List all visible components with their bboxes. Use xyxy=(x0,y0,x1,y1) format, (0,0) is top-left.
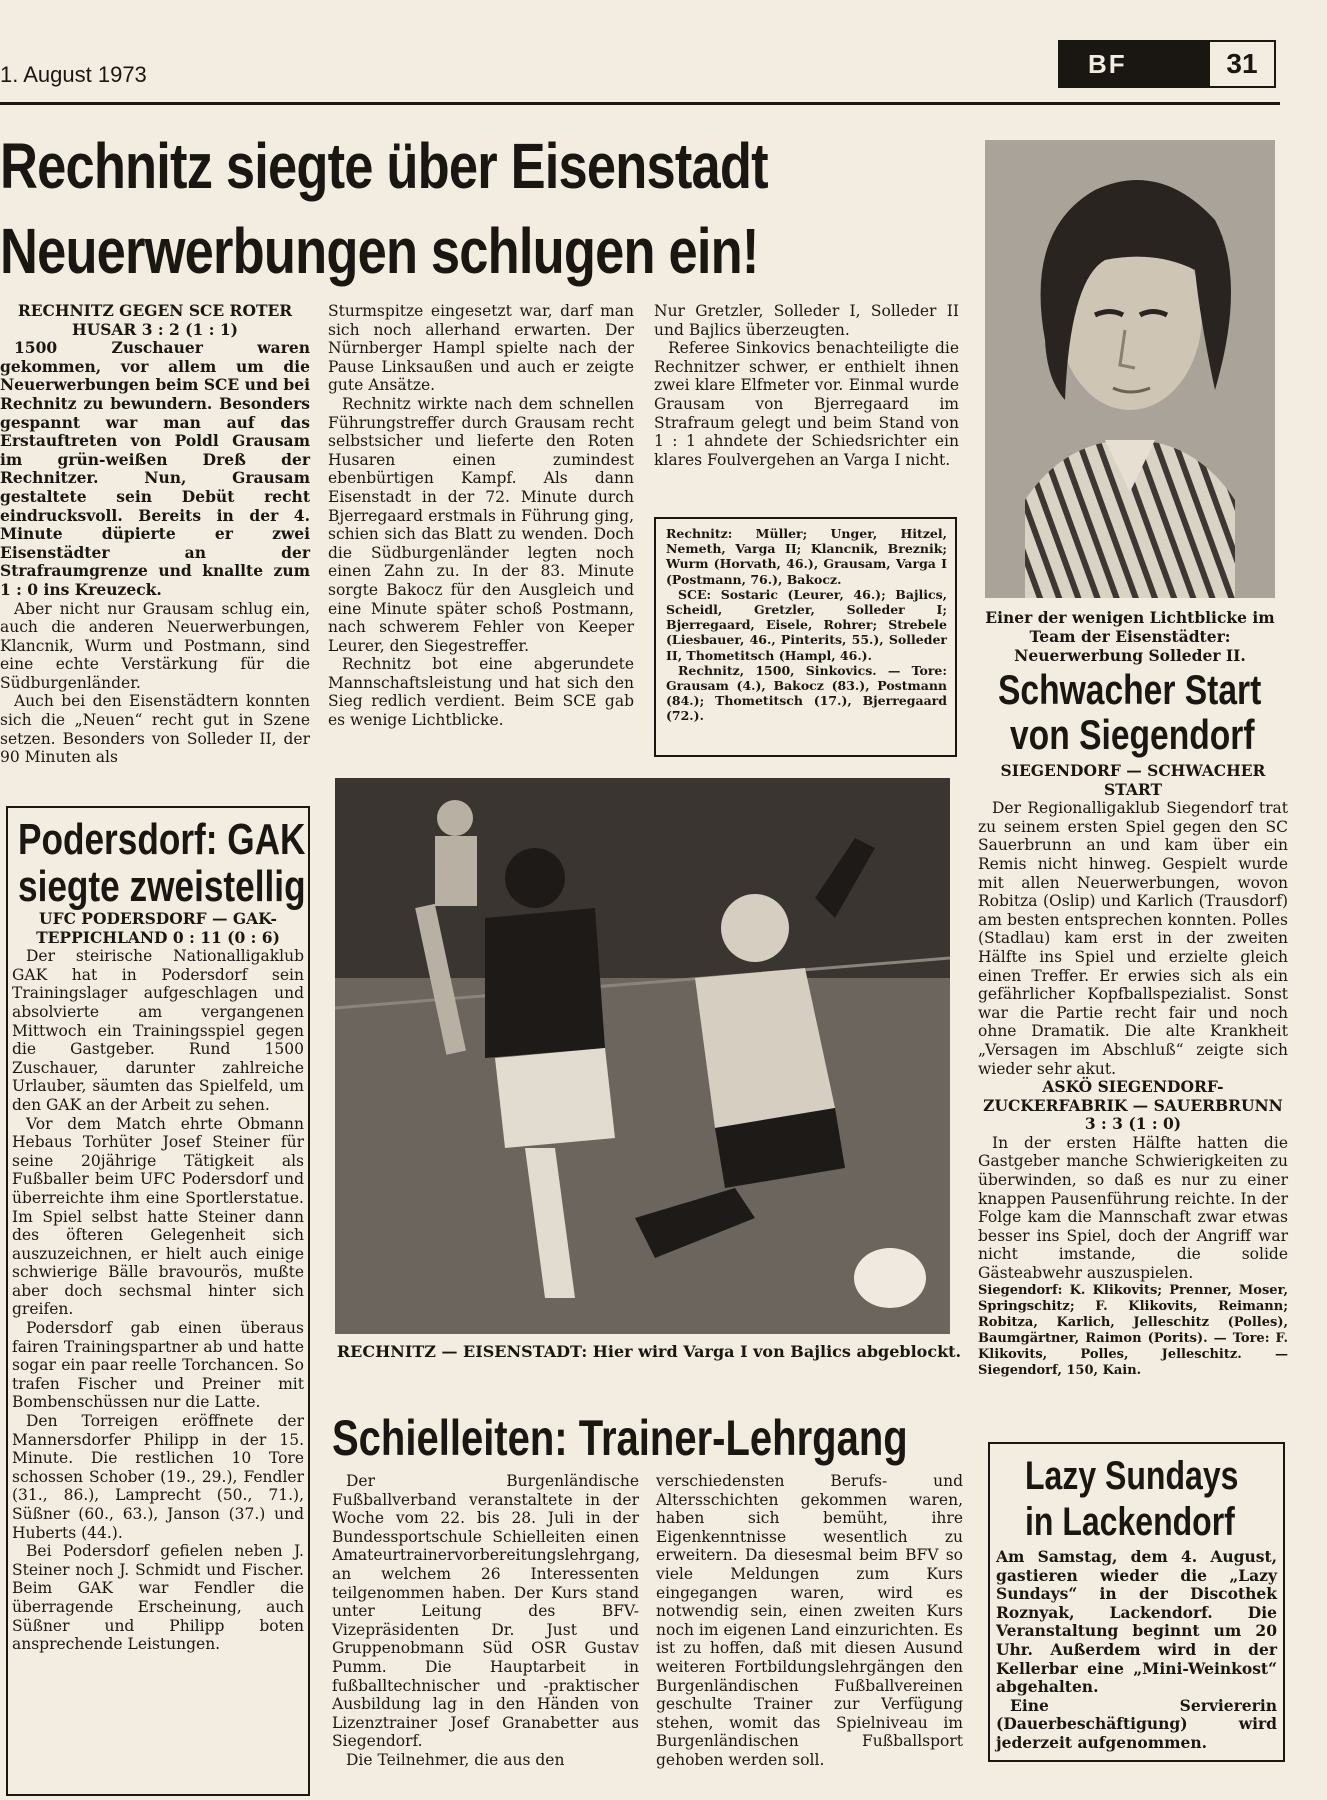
siegendorf-lineup: Siegendorf: K. Klikovits; Prenner, Moser, Springschitz; F. Klikovits, Reimann; Robitza, Karlich, Jelleschitz (Polles), Baumgärtner, Raimon (Porits). — Tore: F. Klikovits, Polles, Jelleschitz. — Siegendorf, 150, Kain. xyxy=(978,1282,1288,1378)
main-story-column-1 xyxy=(0,302,310,767)
siegendorf-column xyxy=(978,762,1288,1379)
lazy-sundays-headline-line2: in Lackendorf xyxy=(1025,1500,1235,1544)
player-photo xyxy=(985,140,1275,598)
paragraph: Bei Podersdorf gefielen neben J. Steiner noch J. Schmidt und Fischer. Beim GAK war Fendler die überragende Erscheinung, auch Süßner und Philipp boten ansprechende Leistungen. xyxy=(12,1542,304,1654)
page-number: 31 xyxy=(1208,40,1276,88)
publication-logo: BF xyxy=(1058,40,1208,88)
paragraph: verschiedensten Berufs- und Altersschichten gekommen waren, haben sich bemüht, ihre Eigenkenntnisse wesentlich zu erweitern. Da diesesmal beim BFV so viele Meldungen zum Kurs eingegangen waren, wird es notwendig sein, einen zweiten Kurs noch im eigenen Land einzurichten. Es ist zu hoffen, daß mit diesen Ausund weiteren Fortbildungslehrgängen den Burgenländischen Fußballvereinen geschulte Trainer zur Verfügung stehen, womit das Spielniveau im Burgenländischen Fußballsport gehoben werden soll. xyxy=(656,1472,963,1769)
main-headline-line2: Neuerwerbungen schlugen ein! xyxy=(0,215,759,287)
lineup-box xyxy=(654,517,957,757)
paragraph: Aber nicht nur Grausam schlug ein, auch die anderen Neuerwerbungen, Klancnik, Wurm und Postmann, sind eine echte Verstärkung für die Südburgenländer. xyxy=(0,599,310,692)
paragraph: Rechnitz wirkte nach dem schnellen Führungstreffer durch Grausam recht selbstsicher und lieferte den Roten Husaren einen zumindest ebenbürtigen Kampf. Als dann Eisenstadt in der 72. Minute durch Bjerregaard erstmals in Führung ging, schien sich das Blatt zu wenden. Doch die Südburgenländer legten noch einen Zahn zu. In der 83. Minute sorgte Bakocz für den Ausgleich und eine Minute später schoß Postmann, nach schwerem Fehler von Keeper Leurer, den Siegestreffer. xyxy=(328,394,634,655)
lazy-sundays-headline-line1: Lazy Sundays xyxy=(1025,1454,1239,1498)
main-story-column-3 xyxy=(654,302,959,469)
paragraph: Auch bei den Eisenstädtern konnten sich die „Neuen“ recht gut in Szene setzen. Besonders von Solleder II, der 90 Minuten als xyxy=(0,692,310,767)
schielleiten-headline: Schielleiten: Trainer-Lehrgang xyxy=(332,1410,908,1466)
siegendorf-kicker-2: ASKÖ SIEGENDORF-ZUCKERFABRIK — SAUERBRUNN 3 : 3 (1 : 0) xyxy=(983,1077,1283,1134)
match-photo xyxy=(335,778,950,1334)
podersdorf-headline-line1: Podersdorf: GAK xyxy=(18,815,306,864)
main-story-lead: 1500 Zuschauer waren gekommen, vor allem um die Neuerwerbungen beim SCE und bei Rechnitz zu bewundern. Besonders gespannt war man auf das Erstauftreten von Poldl Grausam im grün-weißen Dreß der Rechnitzer. Nun, Grausam gestaltete sein Debüt recht eindrucksvoll. Bereits in der 4. Minute düpierte er zwei Eisenstädter an der Strafraumgrenze und knallte zum 1 : 0 ins Kreuzeck. xyxy=(0,338,310,599)
podersdorf-column xyxy=(12,910,304,1654)
issue-date: 1. August 1973 xyxy=(0,62,147,87)
masthead xyxy=(1058,40,1276,88)
paragraph: Die Teilnehmer, die aus den xyxy=(346,1750,565,1769)
paragraph: Eine Serviererin (Dauerbeschäftigung) wird jederzeit aufgenommen. xyxy=(996,1695,1277,1752)
lineup-sce: SCE: Sostaric (Leurer, 46.); Bajlics, Scheidl, Gretzler, Solleder I; Bjerregaard, Eisele, Rohrer; Strebele (Liesbauer, 46., Pinterits, 55.), Solleder II, Thometitsch (Hampl, 46.). xyxy=(666,586,947,663)
lazy-sundays-column xyxy=(996,1548,1277,1753)
paragraph: Nur Gretzler, Solleder I, Solleder II und Bajlics überzeugten. xyxy=(654,302,959,339)
lineup-rechnitz: Rechnitz: Müller; Unger, Hitzel, Nemeth, Varga II; Klancnik, Breznik; Wurm (Horvath, 46.), Grausam, Varga I (Postmann, 76.), Bakocz. xyxy=(666,526,947,587)
siegendorf-headline-line2: von Siegendorf xyxy=(1010,711,1255,758)
schielleiten-column-1 xyxy=(332,1472,639,1770)
match-photo-caption: RECHNITZ — EISENSTADT: Hier wird Varga I von Bajlics abgeblockt. xyxy=(336,1342,962,1361)
siegendorf-kicker: SIEGENDORF — SCHWACHER START xyxy=(1000,761,1266,799)
paragraph: In der ersten Hälfte hatten die Gastgeber manche Schwierigkeiten zu überwinden, so daß es nur zu einer knappen Pausenführung reichte. In der Folge kam die Mannschaft zwar etwas besser ins Spiel, doch der Angriff war nicht imstande, die solide Gästeabwehr auszuspielen. xyxy=(978,1133,1288,1283)
podersdorf-headline-line2: siegte zweistellig xyxy=(18,862,306,911)
paragraph: Rechnitz bot eine abgerundete Mannschaftsleistung und hat sich den Sieg redlich verdient. Beim SCE gab es wenige Lichtblicke. xyxy=(328,655,634,730)
paragraph: Der Regionalligaklub Siegendorf trat zu seinem ersten Spiel gegen den SC Sauerbrunn an und kam über ein Remis nicht hinweg. Gespielt wurde mit allen Neuerwerbungen, wovon Robitza (Oslip) und Karlich (Trausdorf) am besten entsprechen konnten. Polles (Stadlau) kam erst in der zweiten Hälfte ins Spiel und erzielte gleich einen Treffer. Er erwies sich als ein gefährlicher Kopfballspezialist. Sonst war die Partie recht fair und noch ohne Dramatik. Die alte Krankheit „Versagen im Abschluß“ zeigte sich wieder sehr akut. xyxy=(978,799,1288,1078)
podersdorf-kicker: UFC PODERSDORF — GAK-TEPPICHLAND 0 : 11 (0 : 6) xyxy=(36,909,280,947)
match-facts: Rechnitz, 1500, Sinkovics. — Tore: Grausam (4.), Bakocz (83.), Postmann (84.); Thometitsch (17.), Bjerregaard (72.). xyxy=(666,662,947,724)
paragraph: Referee Sinkovics benachteiligte die Rechnitzer schwer, er enthielt ihnen zwei klare Elfmeter vor. Einmal wurde Grausam von Bjerregaard im Strafraum gelegt und beim Stand von 1 : 1 ahndete der Schiedsrichter ein klares Foulvergehen an Varga I nicht. xyxy=(654,339,959,469)
main-story-column-2 xyxy=(328,302,634,730)
main-headline-line1: Rechnitz siegte über Eisenstadt xyxy=(0,130,768,202)
paragraph: Den Torreigen eröffnete der Mannersdorfer Philipp in der 15. Minute. Die restlichen 10 Tore schossen Schober (19., 29.), Fendler (31., 86.), Lamprecht (50., 71.), Süßner (60., 63.), Janson (37.) und Huberts (44.). xyxy=(12,1412,304,1542)
header-rule xyxy=(0,102,1280,105)
schielleiten-column-2 xyxy=(656,1472,963,1770)
paragraph: Am Samstag, dem 4. August, gastieren wieder die „Lazy Sundays“ in der Discothek Roznyak, Lackendorf. Die Veranstaltung beginnt um 20 Uhr. Außerdem wird in der Kellerbar eine „Mini-Weinkost“ abgehalten. xyxy=(996,1547,1277,1697)
paragraph: Der Burgenländische Fußballverband veranstaltete in der Woche vom 22. bis 28. Juli in der Bundessportschule Schielleiten einen Amateurtrainervorbereitungslehrgang, an welchem 26 Interessenten teilgenommen haben. Der Kurs stand unter Leitung des BFV-Vizepräsidenten Dr. Just und Gruppenobmann Süd OSR Gustav Pumm. Die Hauptarbeit in fußballtechnischer und -praktischer Ausbildung lag in den Händen von Lizenztrainer Josef Granabetter aus Siegendorf. xyxy=(332,1472,641,1751)
paragraph: Podersdorf gab einen überaus fairen Trainingspartner ab und hatte sogar ein paar reelle Torchancen. So trafen Fischer und Preiner mit Bombenschüssen nur die Latte. xyxy=(12,1319,304,1412)
paragraph: Sturmspitze eingesetzt war, darf man sich noch allerhand erwarten. Der Nürnberger Hampl spielte nach der Pause Linksaußen und auch er zeigte gute Ansätze. xyxy=(328,302,634,395)
paragraph: Der steirische Nationalligaklub GAK hat in Podersdorf sein Trainingslager aufgeschlagen und absolvierte am vergangenen Mittwoch ein Trainingsspiel gegen die Gastgeber. Rund 1500 Zuschauer, darunter zahlreiche Urlauber, säumten das Spielfeld, um den GAK an der Arbeit zu sehen. xyxy=(12,947,304,1114)
player-photo-caption: Einer der wenigen Lichtblicke im Team der Eisenstädter: Neuerwerbung Solleder II. xyxy=(985,608,1275,665)
siegendorf-headline-line1: Schwacher Start xyxy=(998,666,1262,713)
main-story-kicker: RECHNITZ GEGEN SCE ROTER HUSAR 3 : 2 (1 : 1) xyxy=(17,301,293,339)
paragraph: Vor dem Match ehrte Obmann Hebaus Torhüter Josef Steiner für seine 20jährige Tätigkeit als Fußballer beim UFC Podersdorf und überreichte ihm eine Sportlerstatue. Im Spiel selbst hatte Steiner dann des öfteren Gelegenheit sich auszuzeichnen, er hielt auch einige schwierige Bälle bravourös, mußte aber doch sechsmal hinter sich greifen. xyxy=(12,1114,304,1319)
